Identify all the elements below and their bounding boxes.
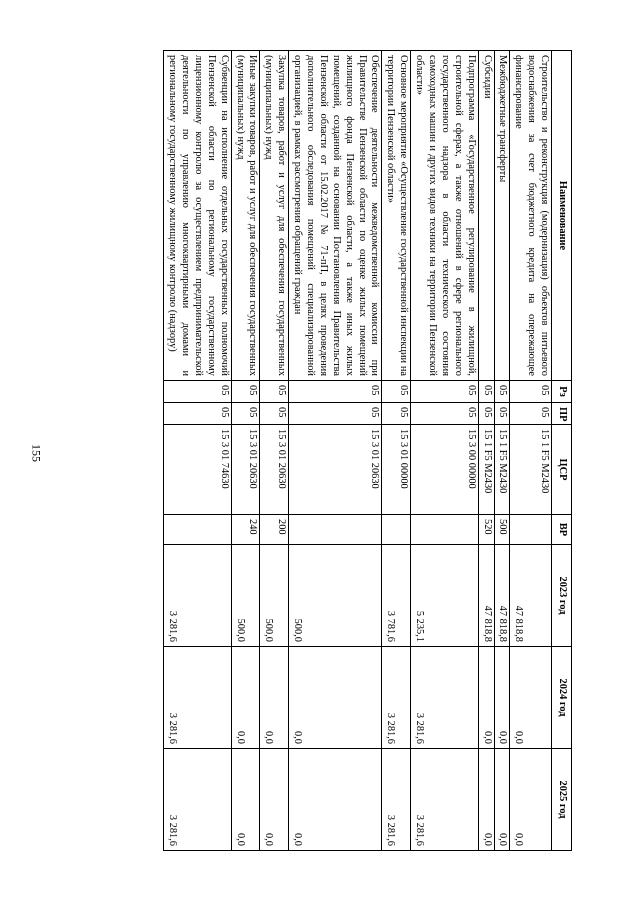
cell-2024: 3 281,6: [382, 647, 411, 749]
cell-csr: 15 3 01 20630: [260, 425, 289, 515]
cell-2025: 0,0: [260, 749, 289, 851]
cell-2025: 3 281,6: [411, 749, 478, 851]
cell-rz: 05: [260, 381, 289, 403]
cell-name: Строительство и реконструкция (модернизация) объектов питьевого водоснабжения за счет бюджетного кредита на опережающее финансирование: [510, 51, 552, 381]
table-row: [478, 51, 494, 851]
cell-rz: 05: [382, 381, 411, 403]
page-number: 155: [29, 444, 44, 462]
cell-2025: 0,0: [289, 749, 382, 851]
cell-vr: [289, 515, 382, 545]
cell-rz: 05: [478, 381, 494, 403]
header-csr: ЦСР: [552, 425, 572, 515]
cell-2023: 5 235,1: [411, 545, 478, 647]
cell-name: Обеспечение деятельности межведомственной комиссии при Правительстве Пензенской области по оценке жилых помещений жилищного фонда Пензенской области, а также иных жилых помещений, созданной на основании Постановления Правительства Пензенской области от 15.02.2017 № 71-пП, в целях проведения дополнительного обследования помещений специализированной организацией, в рамках рассмотрения обращений граждан: [289, 51, 382, 381]
header-rz: Рз: [552, 381, 572, 403]
cell-2025: 0,0: [478, 749, 494, 851]
cell-csr: 15 3 01 20630: [289, 425, 382, 515]
cell-name: Иные закупки товаров, работ и услуг для обеспечения государственных (муниципальных) нужд: [231, 51, 260, 381]
cell-2024: 0,0: [510, 647, 552, 749]
cell-rz: 05: [164, 381, 231, 403]
cell-2024: 3 281,6: [164, 647, 231, 749]
cell-2024: 0,0: [231, 647, 260, 749]
cell-2025: 0,0: [510, 749, 552, 851]
cell-csr: 15 1 F5 M2430: [510, 425, 552, 515]
cell-2023: 47 818,8: [478, 545, 494, 647]
cell-pr: 05: [260, 403, 289, 425]
cell-2023: 3 281,6: [164, 545, 231, 647]
cell-2023: 500,0: [260, 545, 289, 647]
cell-2024: 0,0: [289, 647, 382, 749]
header-vr: ВР: [552, 515, 572, 545]
cell-pr: 05: [289, 403, 382, 425]
cell-vr: 200: [260, 515, 289, 545]
cell-pr: 05: [510, 403, 552, 425]
cell-pr: 05: [164, 403, 231, 425]
cell-pr: 05: [494, 403, 510, 425]
cell-pr: 05: [478, 403, 494, 425]
cell-vr: 520: [478, 515, 494, 545]
cell-2024: 0,0: [260, 647, 289, 749]
cell-csr: 15 3 01 00000: [382, 425, 411, 515]
cell-2025: 3 281,6: [164, 749, 231, 851]
cell-pr: 05: [411, 403, 478, 425]
header-2024: 2024 год: [552, 647, 572, 749]
cell-2024: 0,0: [478, 647, 494, 749]
table-row: [510, 51, 552, 851]
cell-csr: 15 1 F5 M2430: [478, 425, 494, 515]
cell-pr: 05: [231, 403, 260, 425]
table-row: [260, 51, 289, 851]
cell-csr: 15 3 01 74630: [164, 425, 231, 515]
cell-vr: [510, 515, 552, 545]
cell-2024: 3 281,6: [411, 647, 478, 749]
table-row: [289, 51, 382, 851]
header-row: [552, 51, 572, 851]
cell-name: Субвенции на исполнение отдельных государственных полномочий Пензенской области по региональному государственному лицензионному контролю за осуществлением предпринимательской деятельности по управлению многоквартирными домами и региональному государственному жилищному контролю (надзору): [164, 51, 231, 381]
cell-2023: 500,0: [231, 545, 260, 647]
cell-name: Закупка товаров, работ и услуг для обеспечения государственных (муниципальных) нужд: [260, 51, 289, 381]
cell-name: Субсидии: [478, 51, 494, 381]
table-body: [164, 51, 552, 851]
cell-2023: 500,0: [289, 545, 382, 647]
cell-name: Подпрограмма «Государственное регулирование в жилищной, строительной сферах, а также отношений в сфере регионального государственного надзора в области технического состояния самоходных машин и других видов техники на территории Пензенской области»: [411, 51, 478, 381]
cell-rz: 05: [411, 381, 478, 403]
cell-vr: 500: [494, 515, 510, 545]
cell-vr: [382, 515, 411, 545]
cell-2025: 3 281,6: [382, 749, 411, 851]
cell-2024: 0,0: [494, 647, 510, 749]
cell-pr: 05: [382, 403, 411, 425]
cell-2023: 47 818,8: [510, 545, 552, 647]
header-pr: ПР: [552, 403, 572, 425]
cell-rz: 05: [289, 381, 382, 403]
cell-rz: 05: [231, 381, 260, 403]
cell-rz: 05: [510, 381, 552, 403]
cell-csr: 15 3 01 20630: [231, 425, 260, 515]
header-2025: 2025 год: [552, 749, 572, 851]
table-row: [494, 51, 510, 851]
cell-csr: 15 3 00 00000: [411, 425, 478, 515]
cell-2023: 3 781,6: [382, 545, 411, 647]
table-row: [382, 51, 411, 851]
cell-2025: 0,0: [494, 749, 510, 851]
table-header: [552, 51, 572, 851]
cell-name: Основное мероприятие «Осуществление государственной инспекции на территории Пензенской области»: [382, 51, 411, 381]
header-2023: 2023 год: [552, 545, 572, 647]
cell-csr: 15 1 F5 M2430: [494, 425, 510, 515]
cell-2023: 47 818,8: [494, 545, 510, 647]
cell-vr: [411, 515, 478, 545]
table-row: [411, 51, 478, 851]
table-row: [231, 51, 260, 851]
cell-2025: 0,0: [231, 749, 260, 851]
budget-table-container: [62, 50, 572, 850]
header-name: Наименование: [552, 51, 572, 381]
cell-name: Межбюджетные трансферты: [494, 51, 510, 381]
table-row: [164, 51, 231, 851]
cell-vr: 240: [231, 515, 260, 545]
cell-rz: 05: [494, 381, 510, 403]
budget-table: [163, 50, 572, 851]
cell-vr: [164, 515, 231, 545]
